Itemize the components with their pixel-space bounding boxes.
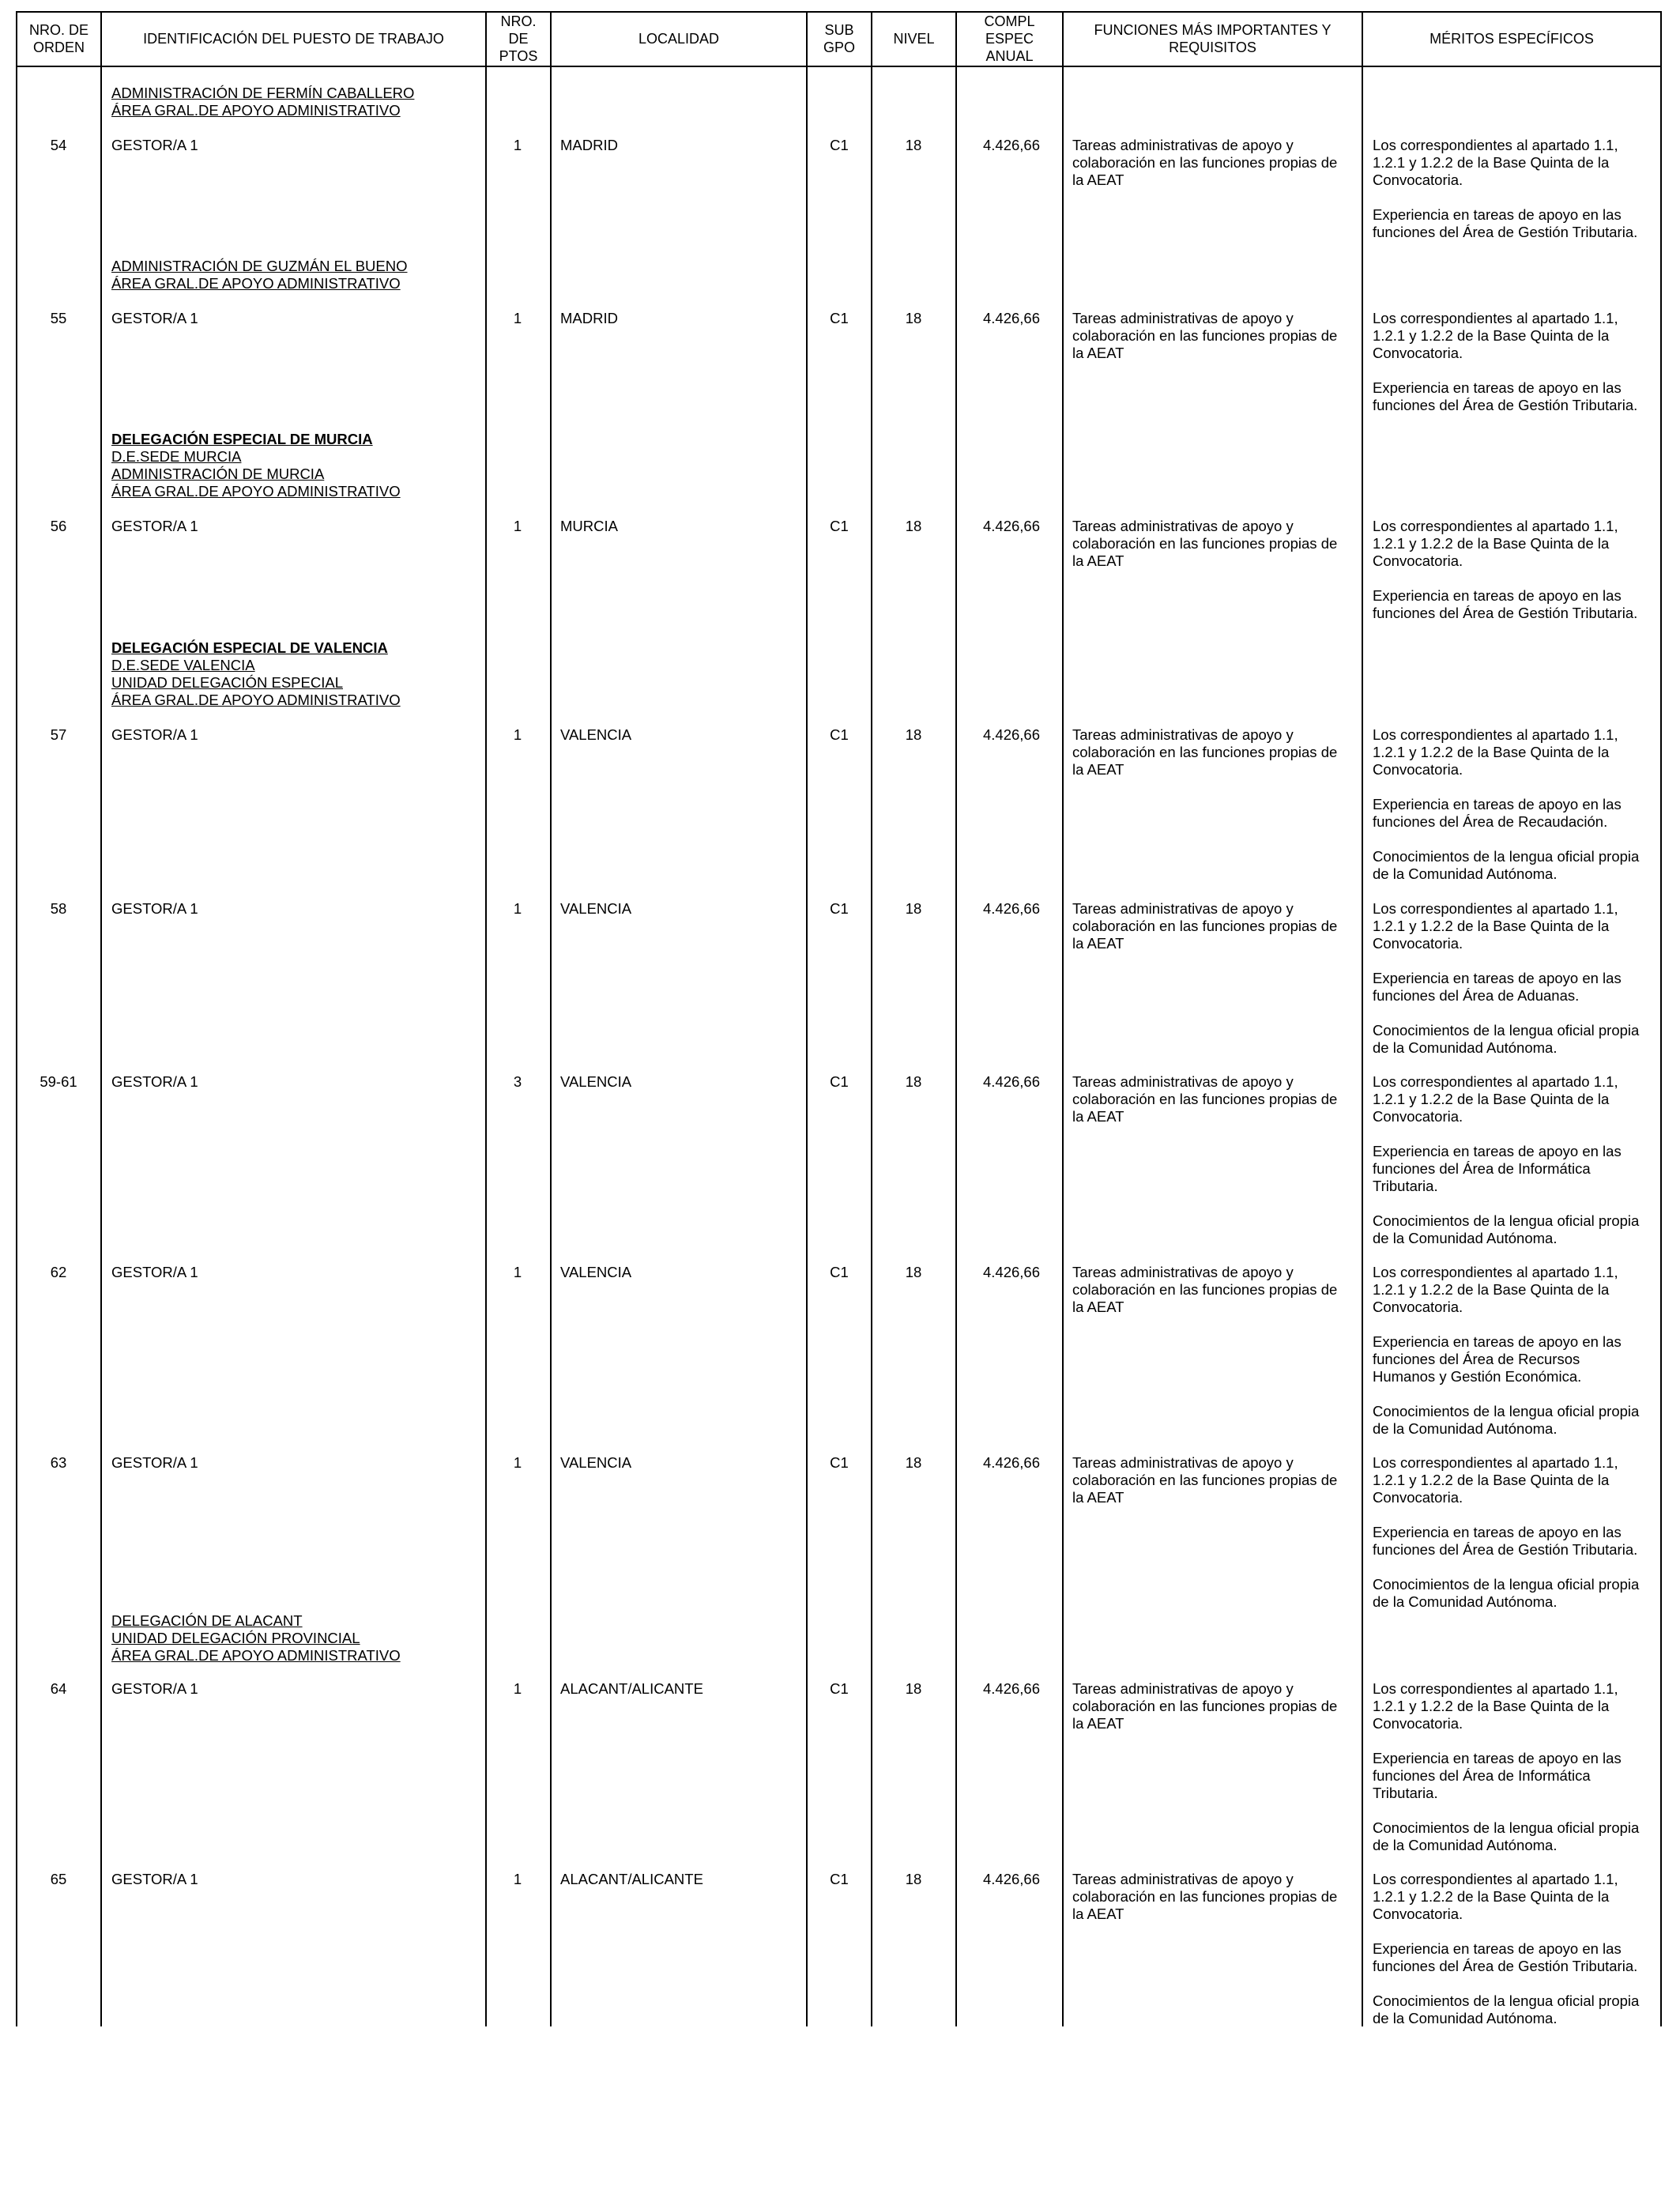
meritos-line: de la Comunidad Autónoma. [1373,865,1558,882]
funciones-line: la AEAT [1072,1906,1124,1922]
unit-heading-line: DELEGACIÓN DE ALACANT [111,1612,303,1629]
header-funciones: FUNCIONES MÁS IMPORTANTES Y REQUISITOS [1094,22,1332,55]
meritos-line: Conocimientos de la lengua oficial propia [1373,1403,1640,1419]
nivel: 18 [905,1073,922,1090]
meritos-line: de la Comunidad Autónoma. [1373,1593,1558,1610]
nro-ptos: 1 [513,1871,522,1887]
meritos-line: Experiencia en tareas de apoyo en las [1373,970,1622,986]
meritos-line: Convocatoria. [1373,172,1463,188]
nro-ptos: 1 [513,1680,522,1697]
header-compl: COMPL ESPEC ANUAL [984,13,1035,64]
unit-heading-line: ADMINISTRACIÓN DE GUZMÁN EL BUENO [111,258,408,274]
nro-orden: 58 [50,900,67,917]
sub-grupo: C1 [830,1454,849,1471]
meritos-line: de la Comunidad Autónoma. [1373,1039,1558,1056]
meritos-line: funciones del Área de Gestión Tributaria. [1373,605,1638,621]
meritos-line: Los correspondientes al apartado 1.1, [1373,518,1618,534]
puesto: GESTOR/A 1 [111,1073,198,1090]
unit-heading-line: UNIDAD DELEGACIÓN ESPECIAL [111,674,343,691]
nro-ptos: 1 [513,1264,522,1280]
localidad: VALENCIA [560,900,632,917]
nivel: 18 [905,1680,922,1697]
meritos-line: de la Comunidad Autónoma. [1373,2010,1558,2026]
puesto: GESTOR/A 1 [111,1264,198,1280]
nivel: 18 [905,1871,922,1887]
sub-grupo: C1 [830,726,849,743]
nivel: 18 [905,900,922,917]
column-rule [1362,11,1363,2026]
funciones-line: colaboración en las funciones propias de [1072,744,1338,760]
nro-ptos: 1 [513,310,522,326]
compl-espec-anual: 4.426,66 [982,1680,1040,1697]
localidad: MADRID [560,310,618,326]
unit-heading-line: ÁREA GRAL.DE APOYO ADMINISTRATIVO [111,275,401,292]
puesto: GESTOR/A 1 [111,518,198,534]
compl-espec-anual: 4.426,66 [982,726,1040,743]
funciones-line: colaboración en las funciones propias de [1072,535,1338,552]
meritos-line: funciones del Área de Gestión Tributaria. [1373,397,1638,413]
puesto: GESTOR/A 1 [111,137,198,153]
column-rule [1062,11,1064,2026]
localidad: VALENCIA [560,1454,632,1471]
funciones-line: Tareas administrativas de apoyo y [1072,1871,1294,1887]
funciones-line: Tareas administrativas de apoyo y [1072,1454,1294,1471]
funciones-line: la AEAT [1072,1489,1124,1506]
meritos-line: Convocatoria. [1373,935,1463,952]
meritos-line: Conocimientos de la lengua oficial propia [1373,848,1640,865]
funciones-line: la AEAT [1072,935,1124,952]
meritos-line: 1.2.1 y 1.2.2 de la Base Quinta de la [1373,744,1610,760]
funciones-line: la AEAT [1072,761,1124,778]
compl-espec-anual: 4.426,66 [982,310,1040,326]
unit-heading-line: UNIDAD DELEGACIÓN PROVINCIAL [111,1630,360,1646]
funciones-line: Tareas administrativas de apoyo y [1072,518,1294,534]
meritos-line: Experiencia en tareas de apoyo en las [1373,587,1622,604]
meritos-line: Conocimientos de la lengua oficial propia [1373,1022,1640,1039]
puesto: GESTOR/A 1 [111,726,198,743]
puesto: GESTOR/A 1 [111,310,198,326]
funciones-line: la AEAT [1072,172,1124,188]
meritos-line: Experiencia en tareas de apoyo en las [1373,796,1622,812]
funciones-line: la AEAT [1072,552,1124,569]
unit-heading-line: ÁREA GRAL.DE APOYO ADMINISTRATIVO [111,483,401,499]
meritos-line: Los correspondientes al apartado 1.1, [1373,137,1618,153]
funciones-line: Tareas administrativas de apoyo y [1072,1073,1294,1090]
unit-heading-line: ÁREA GRAL.DE APOYO ADMINISTRATIVO [111,692,401,708]
funciones-line: colaboración en las funciones propias de [1072,918,1338,934]
meritos-line: Los correspondientes al apartado 1.1, [1373,1264,1618,1280]
funciones-line: colaboración en las funciones propias de [1072,154,1338,171]
unit-heading-line: ADMINISTRACIÓN DE FERMÍN CABALLERO [111,85,415,101]
meritos-line: de la Comunidad Autónoma. [1373,1837,1558,1853]
compl-espec-anual: 4.426,66 [982,137,1040,153]
meritos-line: 1.2.1 y 1.2.2 de la Base Quinta de la [1373,1698,1610,1714]
funciones-line: Tareas administrativas de apoyo y [1072,1264,1294,1280]
meritos-line: Tributaria. [1373,1785,1438,1801]
unit-heading-line: DELEGACIÓN ESPECIAL DE MURCIA [111,431,373,447]
unit-heading-line: ÁREA GRAL.DE APOYO ADMINISTRATIVO [111,1647,401,1664]
meritos-line: Los correspondientes al apartado 1.1, [1373,1680,1618,1697]
puesto: GESTOR/A 1 [111,900,198,917]
nro-ptos: 1 [513,900,522,917]
header-identificacion: IDENTIFICACIÓN DEL PUESTO DE TRABAJO [143,31,444,47]
column-rule [1660,11,1662,2026]
meritos-line: funciones del Área de Informática [1373,1160,1591,1177]
header-meritos: MÉRITOS ESPECÍFICOS [1430,31,1594,47]
compl-espec-anual: 4.426,66 [982,1871,1040,1887]
funciones-line: colaboración en las funciones propias de [1072,327,1338,344]
meritos-line: Experiencia en tareas de apoyo en las [1373,206,1622,223]
nro-orden: 64 [50,1680,67,1697]
meritos-line: funciones del Área de Aduanas. [1373,987,1580,1004]
meritos-line: 1.2.1 y 1.2.2 de la Base Quinta de la [1373,1281,1610,1298]
header-ptos: NRO. DE PTOS [499,13,538,64]
sub-grupo: C1 [830,1073,849,1090]
meritos-line: 1.2.1 y 1.2.2 de la Base Quinta de la [1373,154,1610,171]
unit-heading-line: D.E.SEDE MURCIA [111,448,242,465]
header-orden: NRO. DE ORDEN [28,22,89,55]
funciones-line: colaboración en las funciones propias de [1072,1698,1338,1714]
meritos-line: Convocatoria. [1373,761,1463,778]
meritos-line: Los correspondientes al apartado 1.1, [1373,1454,1618,1471]
meritos-line: Experiencia en tareas de apoyo en las [1373,1143,1622,1159]
nro-orden: 54 [50,137,67,153]
localidad: VALENCIA [560,1073,632,1090]
meritos-line: 1.2.1 y 1.2.2 de la Base Quinta de la [1373,1091,1610,1107]
nro-orden: 57 [50,726,67,743]
funciones-line: Tareas administrativas de apoyo y [1072,900,1294,917]
meritos-line: Conocimientos de la lengua oficial propia [1373,1576,1640,1593]
meritos-line: Los correspondientes al apartado 1.1, [1373,900,1618,917]
puesto: GESTOR/A 1 [111,1454,198,1471]
nro-ptos: 1 [513,726,522,743]
funciones-line: colaboración en las funciones propias de [1072,1281,1338,1298]
meritos-line: Experiencia en tareas de apoyo en las [1373,1750,1622,1766]
nro-orden: 65 [50,1871,67,1887]
localidad: VALENCIA [560,726,632,743]
nro-ptos: 1 [513,518,522,534]
unit-heading-line: DELEGACIÓN ESPECIAL DE VALENCIA [111,639,388,656]
nro-ptos: 3 [513,1073,522,1090]
meritos-line: Los correspondientes al apartado 1.1, [1373,1871,1618,1887]
sub-grupo: C1 [830,137,849,153]
nivel: 18 [905,1264,922,1280]
meritos-line: 1.2.1 y 1.2.2 de la Base Quinta de la [1373,327,1610,344]
meritos-line: Convocatoria. [1373,552,1463,569]
unit-heading-line: D.E.SEDE VALENCIA [111,657,255,673]
sub-grupo: C1 [830,518,849,534]
meritos-line: de la Comunidad Autónoma. [1373,1420,1558,1437]
meritos-line: Los correspondientes al apartado 1.1, [1373,310,1618,326]
meritos-line: funciones del Área de Recaudación. [1373,813,1608,830]
localidad: ALACANT/ALICANTE [560,1680,703,1697]
header-subgpo: SUB GPO [823,22,855,55]
meritos-line: Los correspondientes al apartado 1.1, [1373,1073,1618,1090]
funciones-line: la AEAT [1072,1108,1124,1125]
sub-grupo: C1 [830,310,849,326]
funciones-line: Tareas administrativas de apoyo y [1072,137,1294,153]
meritos-line: Convocatoria. [1373,345,1463,361]
meritos-line: funciones del Área de Gestión Tributaria. [1373,1958,1638,1974]
compl-espec-anual: 4.426,66 [982,1264,1040,1280]
funciones-line: colaboración en las funciones propias de [1072,1888,1338,1905]
meritos-line: funciones del Área de Gestión Tributaria. [1373,1541,1638,1558]
meritos-line: Experiencia en tareas de apoyo en las [1373,1940,1622,1957]
funciones-line: Tareas administrativas de apoyo y [1072,310,1294,326]
nivel: 18 [905,310,922,326]
funciones-line: Tareas administrativas de apoyo y [1072,1680,1294,1697]
meritos-line: 1.2.1 y 1.2.2 de la Base Quinta de la [1373,918,1610,934]
nro-orden: 59-61 [40,1073,77,1090]
header-nivel: NIVEL [893,31,935,47]
meritos-line: Convocatoria. [1373,1299,1463,1315]
meritos-line: funciones del Área de Informática [1373,1767,1591,1784]
localidad: VALENCIA [560,1264,632,1280]
nivel: 18 [905,518,922,534]
nro-orden: 56 [50,518,67,534]
unit-heading-line: ÁREA GRAL.DE APOYO ADMINISTRATIVO [111,102,401,119]
funciones-line: la AEAT [1072,345,1124,361]
nro-orden: 55 [50,310,67,326]
meritos-line: Convocatoria. [1373,1906,1463,1922]
meritos-line: Los correspondientes al apartado 1.1, [1373,726,1618,743]
puesto: GESTOR/A 1 [111,1680,198,1697]
nro-orden: 63 [50,1454,67,1471]
nro-ptos: 1 [513,137,522,153]
puesto: GESTOR/A 1 [111,1871,198,1887]
localidad: MADRID [560,137,618,153]
sub-grupo: C1 [830,1264,849,1280]
meritos-line: funciones del Área de Gestión Tributaria. [1373,224,1638,240]
sub-grupo: C1 [830,1871,849,1887]
funciones-line: la AEAT [1072,1299,1124,1315]
sub-grupo: C1 [830,900,849,917]
meritos-line: 1.2.1 y 1.2.2 de la Base Quinta de la [1373,1472,1610,1488]
header-localidad: LOCALIDAD [638,31,720,47]
meritos-line: Tributaria. [1373,1178,1438,1194]
funciones-line: colaboración en las funciones propias de [1072,1472,1338,1488]
sub-grupo: C1 [830,1680,849,1697]
meritos-line: de la Comunidad Autónoma. [1373,1230,1558,1246]
nro-ptos: 1 [513,1454,522,1471]
nivel: 18 [905,137,922,153]
funciones-line: colaboración en las funciones propias de [1072,1091,1338,1107]
unit-heading-line: ADMINISTRACIÓN DE MURCIA [111,466,325,482]
meritos-line: Conocimientos de la lengua oficial propia [1373,1819,1640,1836]
meritos-line: Conocimientos de la lengua oficial propia [1373,1992,1640,2009]
meritos-line: Experiencia en tareas de apoyo en las [1373,379,1622,396]
localidad: ALACANT/ALICANTE [560,1871,703,1887]
localidad: MURCIA [560,518,618,534]
funciones-line: Tareas administrativas de apoyo y [1072,726,1294,743]
meritos-line: Convocatoria. [1373,1108,1463,1125]
meritos-line: funciones del Área de Recursos [1373,1351,1580,1367]
meritos-line: Convocatoria. [1373,1715,1463,1732]
meritos-line: 1.2.1 y 1.2.2 de la Base Quinta de la [1373,1888,1610,1905]
meritos-line: Experiencia en tareas de apoyo en las [1373,1333,1622,1350]
nro-orden: 62 [50,1264,67,1280]
meritos-line: Conocimientos de la lengua oficial propia [1373,1212,1640,1229]
meritos-line: Convocatoria. [1373,1489,1463,1506]
compl-espec-anual: 4.426,66 [982,518,1040,534]
funciones-line: la AEAT [1072,1715,1124,1732]
meritos-line: 1.2.1 y 1.2.2 de la Base Quinta de la [1373,535,1610,552]
nivel: 18 [905,1454,922,1471]
compl-espec-anual: 4.426,66 [982,900,1040,917]
meritos-line: Humanos y Gestión Económica. [1373,1368,1582,1385]
compl-espec-anual: 4.426,66 [982,1073,1040,1090]
compl-espec-anual: 4.426,66 [982,1454,1040,1471]
nivel: 18 [905,726,922,743]
meritos-line: Experiencia en tareas de apoyo en las [1373,1524,1622,1540]
